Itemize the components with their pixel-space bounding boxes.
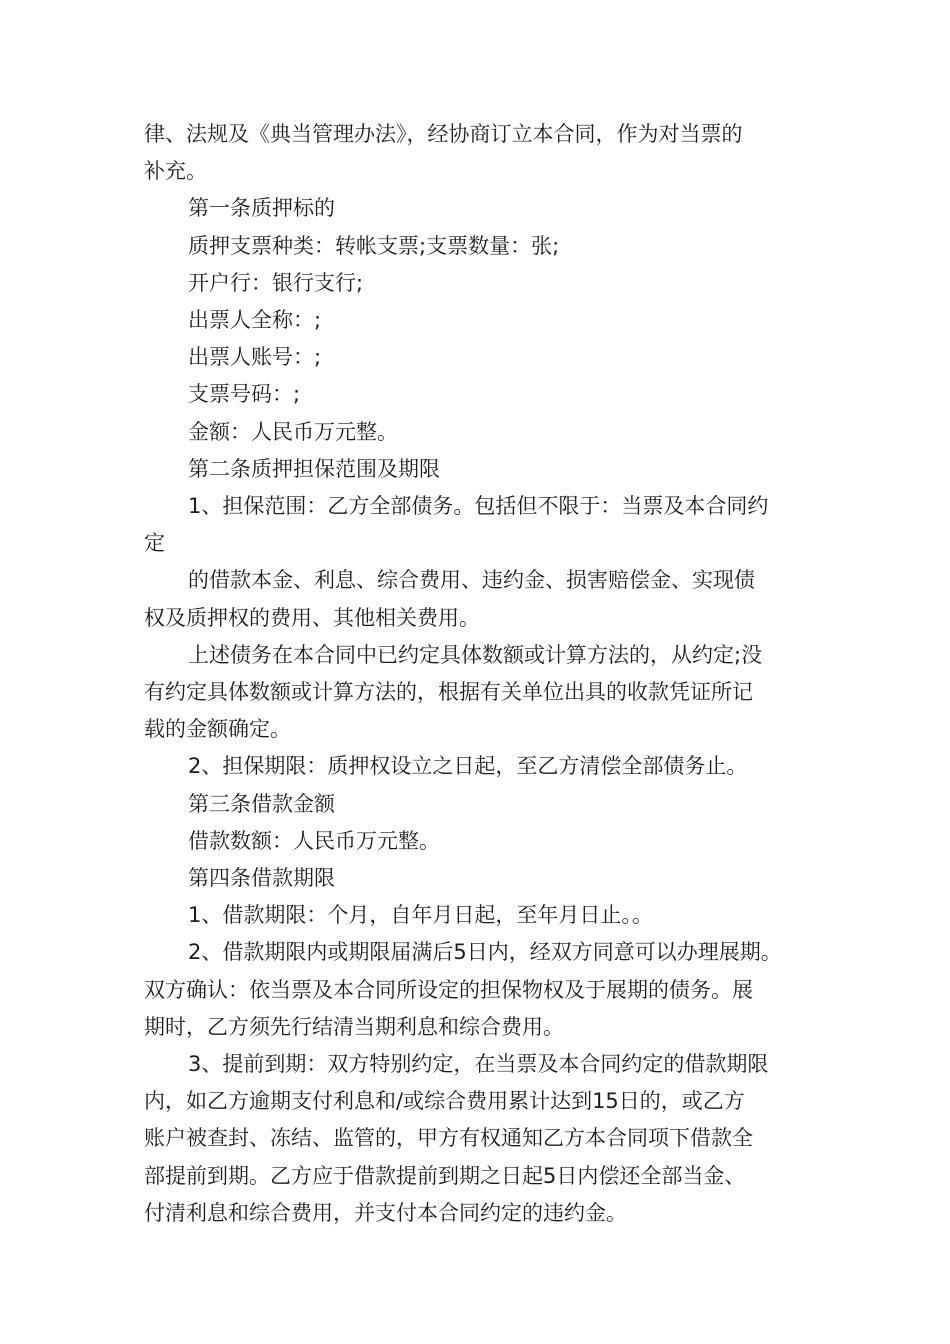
text-line: 第一条质押标的 [188, 196, 335, 221]
text-line: 第四条借款期限 [188, 866, 335, 891]
document-body [144, 116, 824, 1232]
text-line: 账户被查封、冻结、监管的，甲方有权通知乙方本合同项下借款全 [144, 1126, 753, 1151]
text-line: 开户行：银行支行; [188, 270, 364, 295]
text-line: 双方确认：依当票及本合同所设定的担保物权及于展期的债务。展 [144, 977, 753, 1002]
text-line: 权及质押权的费用、其他相关费用。 [144, 605, 480, 630]
text-line: 1、担保范围：乙方全部债务。包括但不限于：当票及本合同约 [188, 494, 769, 519]
text-line: 质押支票种类：转帐支票;支票数量：张; [188, 233, 560, 258]
text-line: 定 [144, 531, 165, 556]
text-line: 期时，乙方须先行结清当期利息和综合费用。 [144, 1014, 564, 1039]
text-line: 第三条借款金额 [188, 791, 335, 816]
text-line: 第二条质押担保范围及期限 [188, 456, 440, 481]
text-line: 载的金额确定。 [144, 717, 291, 742]
text-line: 付清利息和综合费用，并支付本合同约定的违约金。 [144, 1200, 627, 1225]
text-line: 金额：人民币万元整。 [188, 419, 398, 444]
text-line: 律、法规及《典当管理办法》，经协商订立本合同，作为对当票的 [144, 122, 743, 146]
text-line: 出票人全称：; [188, 308, 322, 333]
text-line: 1、借款期限：个月，自年月日起，至年月日止。。 [188, 903, 653, 928]
text-line: 内，如乙方逾期支付利息和/或综合费用累计达到15日的，或乙方 [144, 1089, 745, 1114]
text-line: 出票人账号：; [188, 345, 322, 370]
text-line: 3、提前到期：双方特别约定，在当票及本合同约定的借款期限 [188, 1052, 769, 1077]
text-line: 支票号码：; [188, 382, 301, 407]
text-line: 部提前到期。乙方应于借款提前到期之日起5日内偿还全部当金、 [144, 1163, 746, 1188]
text-line: 补充。 [144, 159, 207, 184]
text-line: 2、担保期限：质押权设立之日起，至乙方清偿全部债务止。 [188, 754, 748, 779]
text-line: 有约定具体数额或计算方法的，根据有关单位出具的收款凭证所记 [144, 680, 753, 705]
text-line: 上述债务在本合同中已约定具体数额或计算方法的，从约定;没 [188, 642, 763, 667]
text-line: 2、借款期限内或期限届满后5日内，经双方同意可以办理展期。 [188, 940, 782, 965]
text-line: 借款数额：人民币万元整。 [188, 828, 440, 853]
text-line: 的借款本金、利息、综合费用、违约金、损害赔偿金、实现债 [188, 568, 755, 593]
